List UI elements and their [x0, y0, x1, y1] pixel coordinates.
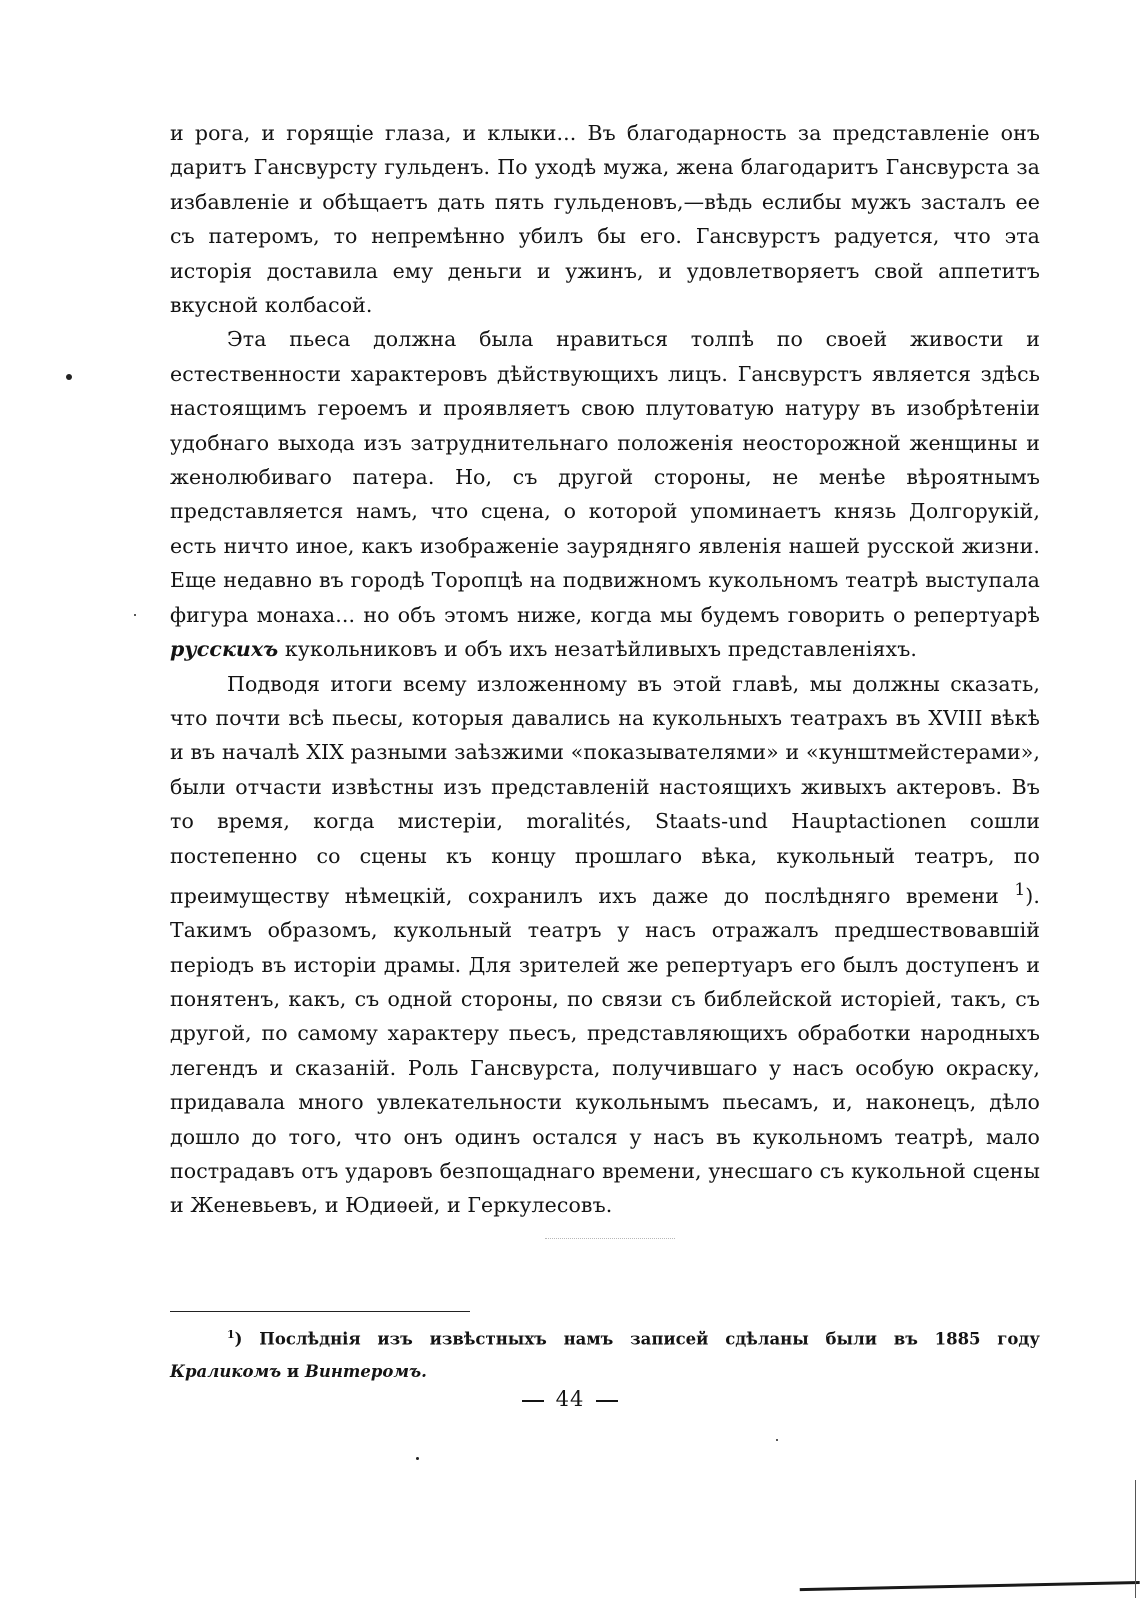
- paragraph-text: Подводя итоги всему изложенному въ этой главѣ, мы должны сказать, что почти всѣ пьесы, которыя давались на кукольныхъ театрахъ въ XVIII вѣкѣ и въ началѣ XIX разными заѣзжими «показывателями» и «кунштмейстерами», были отчасти извѣстны изъ представленій настоящихъ живыхъ актеровъ. Въ то время, когда мистеріи, moralités, Staats-und Hauptactionen сошли постепенно со сцены къ концу прошлаго вѣка, кукольный театръ, по преимуществу нѣмецкій, сохранилъ ихъ даже до послѣдняго времени: [170, 671, 1040, 908]
- footnote-italic-name-2: Винтеромъ.: [304, 1361, 427, 1381]
- footnote-connector: и: [286, 1361, 300, 1381]
- footnote: [170, 1319, 1040, 1388]
- scan-speck: [776, 1439, 778, 1441]
- footnote-divider: [170, 1311, 470, 1312]
- page-number: [0, 1387, 1140, 1411]
- main-text: [170, 116, 1040, 1223]
- page-number-value: 44: [555, 1387, 585, 1411]
- footnote-marker: 1: [227, 1328, 235, 1341]
- footnote-italic-name: Краликомъ: [170, 1361, 282, 1381]
- paragraph-text: Эта пьеса должна была нравиться толпѣ по своей живости и естественности характеровъ дѣйствующихъ лицъ. Гансвурстъ является здѣсь настоящимъ героемъ и проявляетъ свою плутоватую натуру въ изобрѣтеніи удобнаго выхода изъ затруднительнаго положенія неосторожной женщины и женолюбиваго патера. Но, съ другой стороны, не менѣе вѣроятнымъ представляется намъ, что сцена, о которой упоминаетъ князь Долгорукій, есть ничто иное, какъ изображеніе заурядняго явленія нашей русской жизни. Еще недавно въ городѣ Торопцѣ на подвижномъ кукольномъ театрѣ выступала фигура монаха... но объ этомъ ниже, когда мы будемъ говорить о репертуарѣ: [170, 327, 1040, 627]
- paragraph-play-analysis: [170, 322, 1040, 666]
- paragraph-text-end: кукольниковъ и объ ихъ незатѣйливыхъ представленіяхъ.: [284, 637, 917, 662]
- footnote-reference[interactable]: 1: [1014, 879, 1026, 900]
- scan-edge: [800, 1581, 1140, 1605]
- footnote-text: ) Послѣднія изъ извѣстныхъ намъ записей сдѣланы были въ 1885 году: [234, 1329, 1040, 1349]
- paragraph-text-end: ). Такимъ образомъ, кукольный театръ у насъ отражалъ предшествовавшій періодъ въ исторіи драмы. Для зрителей же репертуаръ его былъ доступенъ и понятенъ, какъ, съ одной стороны, по связи съ библейской исторіей, такъ, съ другой, по самому характеру пьесъ, представляющихъ обработки народныхъ легендъ и сказаній. Роль Гансвурста, получившаго у насъ особую окраску, придавала много увлекательности кукольнымъ пьесамъ, и, наконецъ, дѣло дошло до того, что онъ одинъ остался у насъ въ кукольномъ театрѣ, мало пострадавъ отъ ударовъ безпощаднаго времени, унесшаго съ кукольной сцены и Женевьевъ, и Юдиѳей, и Геркулесовъ.: [170, 883, 1040, 1218]
- dash-right: [596, 1400, 618, 1402]
- scan-speck: [416, 1457, 419, 1460]
- scan-edge-vertical: [1135, 1480, 1136, 1598]
- section-ornament: [545, 1238, 675, 1247]
- paragraph-continued: и рога, и горящіе глаза, и клыки... Въ благодарность за представленіе онъ даритъ Гансвурсту гульденъ. По уходѣ мужа, жена благодаритъ Гансвурста за избавленіе и обѣщаетъ дать пять гульденовъ,—вѣдь еслибы мужъ засталъ ее съ патеромъ, то непремѣнно убилъ бы его. Гансвурстъ радуется, что эта исторія доставила ему деньги и ужинъ, и удовлетворяетъ свой аппетитъ вкусной колбасой.: [170, 121, 1040, 318]
- dash-left: [522, 1400, 544, 1402]
- scan-speck: [134, 614, 136, 616]
- emphasis-russian: русскихъ: [170, 637, 279, 662]
- paragraph-conclusion: [170, 667, 1040, 1223]
- scan-speck: [66, 374, 72, 380]
